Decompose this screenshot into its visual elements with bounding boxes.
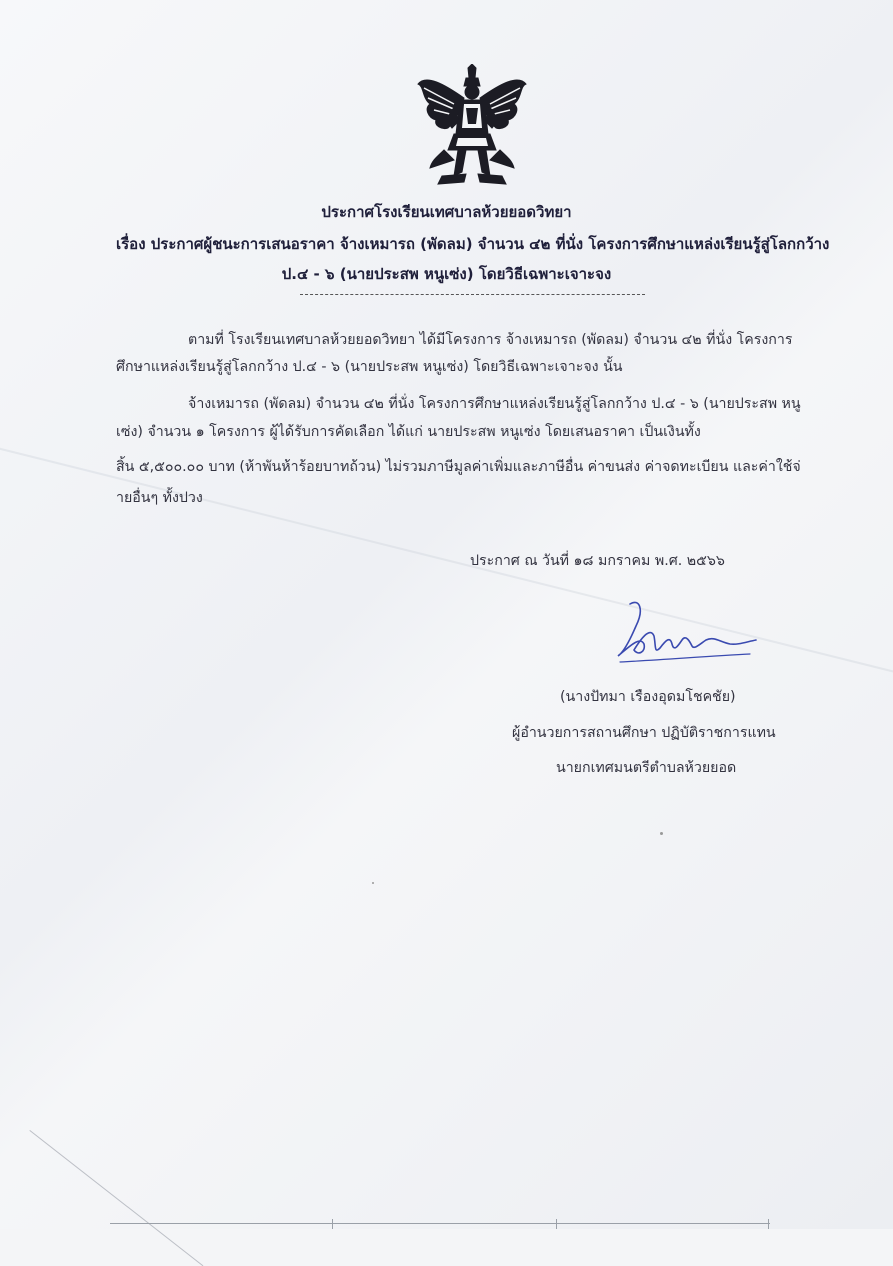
paper-fold-line <box>29 1130 203 1266</box>
scan-edge-line <box>110 1223 770 1224</box>
separator-line <box>300 294 645 295</box>
announcement-title: ประกาศโรงเรียนเทศบาลห้วยยอดวิทยา <box>321 203 572 221</box>
subject-line-2: ป.๔ - ๖ (นายประสพ หนูเซ่ง) โดยวิธีเฉพาะเจาะจง <box>281 265 612 283</box>
handwritten-signature <box>610 596 760 668</box>
scan-edge-tick <box>768 1219 769 1229</box>
signer-name: (นางปัทมา เรืองอุดมโชคชัย) <box>560 689 736 705</box>
paper-speck <box>660 832 663 835</box>
body-line-1: ตามที่ โรงเรียนเทศบาลห้วยยอดวิทยา ได้มีโครงการ จ้างเหมารถ (พัดลม) จำนวน ๔๒ ที่นั่ง โครงการ <box>188 332 793 348</box>
scan-edge-tick <box>556 1219 557 1229</box>
body-line-5: สิ้น ๕,๕๐๐.๐๐ บาท (ห้าพันห้าร้อยบาทถ้วน) ไม่รวมภาษีมูลค่าเพิ่มและภาษีอื่น ค่าขนส่ง ค่าจดทะเบียน และค่าใช้จ่ <box>116 459 801 475</box>
announcement-date: ประกาศ ณ วันที่ ๑๘ มกราคม พ.ศ. ๒๕๖๖ <box>470 553 725 569</box>
subject-line-1: เรื่อง ประกาศผู้ชนะการเสนอราคา จ้างเหมารถ (พัดลม) จำนวน ๔๒ ที่นั่ง โครงการศึกษาแหล่งเรียนรู้สู่โลกกว้าง <box>116 235 830 253</box>
paper-speck <box>372 882 374 884</box>
garuda-emblem-icon <box>414 64 530 188</box>
body-line-4: เซ่ง) จำนวน ๑ โครงการ ผู้ได้รับการคัดเลือก ได้แก่ นายประสพ หนูเซ่ง โดยเสนอราคา เป็นเงินทั้ง <box>116 424 701 440</box>
body-line-3: จ้างเหมารถ (พัดลม) จำนวน ๔๒ ที่นั่ง โครงการศึกษาแหล่งเรียนรู้สู่โลกกว้าง ป.๔ - ๖ (นายประสพ หนู <box>188 396 801 412</box>
signer-position-2: นายกเทศมนตรีตำบลห้วยยอด <box>556 760 737 776</box>
scan-edge-tick <box>332 1219 333 1229</box>
signer-position-1: ผู้อำนวยการสถานศึกษา ปฏิบัติราชการแทน <box>512 725 776 741</box>
body-line-2: ศึกษาแหล่งเรียนรู้สู่โลกกว้าง ป.๔ - ๖ (นายประสพ หนูเซ่ง) โดยวิธีเฉพาะเจาะจง นั้น <box>116 359 623 375</box>
body-line-6: ายอื่นๆ ทั้งปวง <box>116 490 203 506</box>
